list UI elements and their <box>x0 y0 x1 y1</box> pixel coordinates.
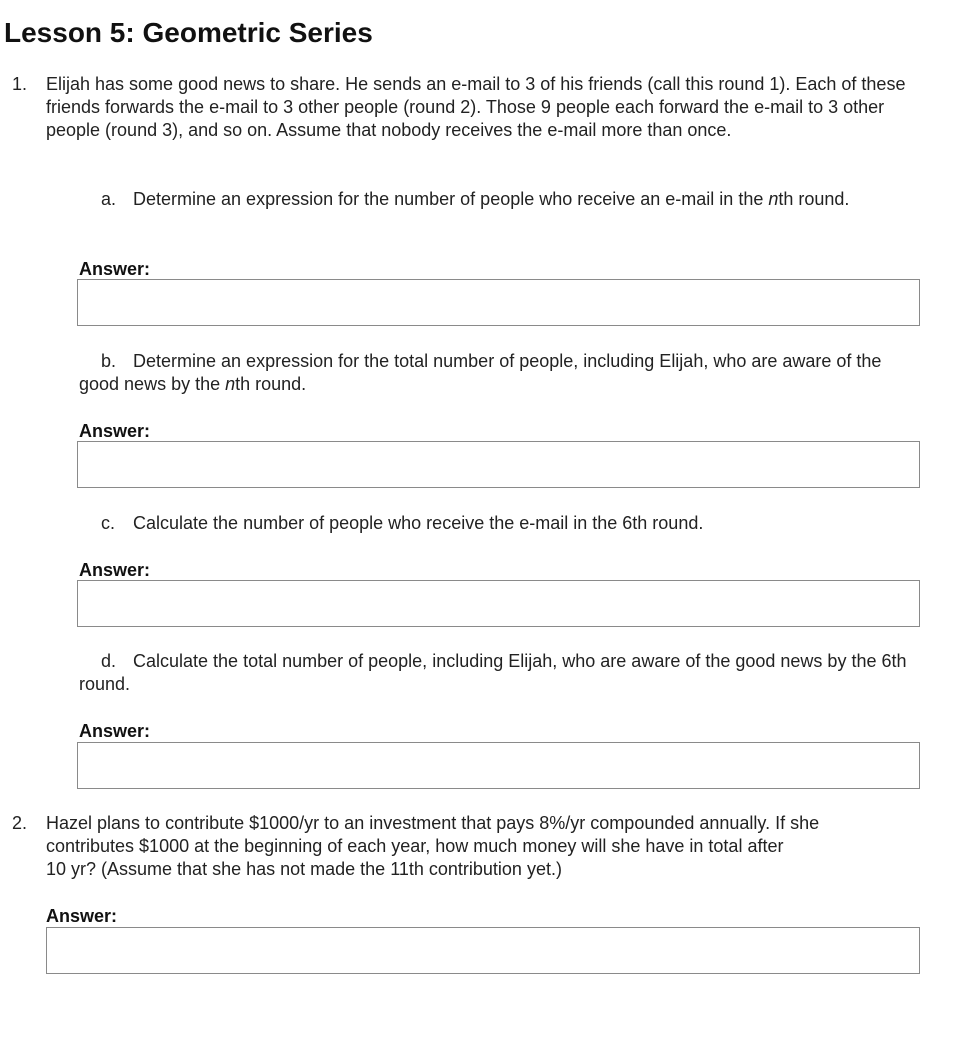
answer-input-1c[interactable] <box>77 580 920 627</box>
question-1-text: Elijah has some good news to share. He sends an e-mail to 3 of his friends (call this round 1). Each of these friends forwards the e-mail to 3 other people (round 2). Those 9 people each forward the e-mail to 3 other people (round 3), and so on. Assume that nobody receives the e-mail more than once. <box>46 74 906 140</box>
answer-label-1c: Answer: <box>79 560 151 580</box>
question-2-text: Hazel plans to contribute $1000/yr to an investment that pays 8%/yr compounded annually. If she contributes $1000 at the beginning of each year, how much money will she have in total after 10 yr? (Assume that she has not made the 11th contribution yet.) <box>46 813 820 879</box>
question-1c-text: c. Calculate the number of people who receive the e-mail in the 6th round. <box>101 513 704 533</box>
part-c-letter: c. <box>101 513 116 533</box>
answer-input-1b[interactable] <box>77 441 920 488</box>
answer-input-1d[interactable] <box>77 742 920 789</box>
question-1a-text: a. Determine an expression for the number of people who receive an e-mail in the nth round. <box>101 189 850 209</box>
answer-label-1a: Answer: <box>79 259 151 279</box>
answer-input-1a[interactable] <box>77 279 920 326</box>
question-1-number: 1. <box>12 74 28 94</box>
part-d-letter: d. <box>101 651 117 671</box>
page-title: Lesson 5: Geometric Series <box>4 17 373 48</box>
part-b-letter: b. <box>101 351 117 371</box>
answer-input-2[interactable] <box>46 927 920 974</box>
question-1d-text: d. Calculate the total number of people, including Elijah, who are aware of the good news by the 6th round. <box>79 651 907 694</box>
part-a-letter: a. <box>101 189 117 209</box>
answer-label-2: Answer: <box>46 906 118 926</box>
answer-label-1d: Answer: <box>79 721 151 741</box>
question-2-number: 2. <box>12 813 28 833</box>
question-1b-text: b. Determine an expression for the total number of people, including Elijah, who are aware of the good news by the nth round. <box>79 351 882 394</box>
answer-label-1b: Answer: <box>79 421 151 441</box>
